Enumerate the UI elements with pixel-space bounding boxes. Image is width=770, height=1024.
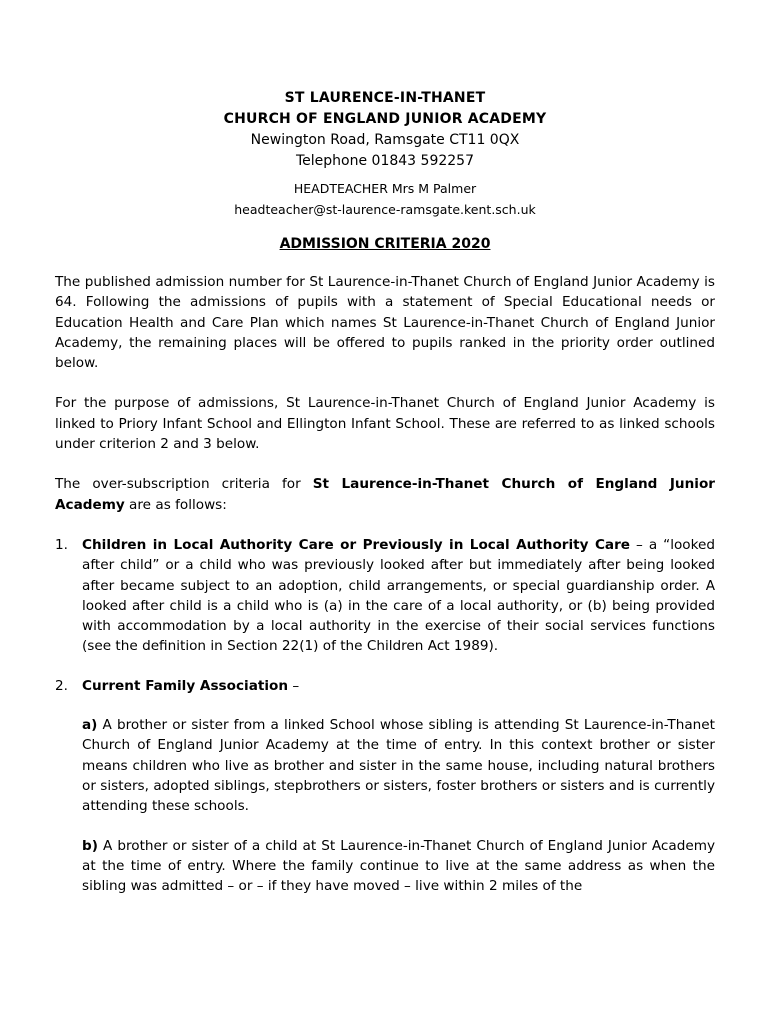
sub-text: A brother or sister from a linked School whose sibling is attending St Laurence-in-Thanet Church of England Junior Academy at the time of entry. In this context brother or sister means children who live as brother and sister in the same house, including natural brothers or sisters, adopted siblings, stepbrothers or sisters, foster brothers or sisters and is currently attending these schools.: [82, 717, 715, 815]
criterion-text: – a “looked after child” or a child who was previously looked after but immediately after being looked after became subject to an adoption, child arrangements, or special guardianship order. A looked after child is a child who is (a) in the care of a local authority, or (b) being provided with accommodation by a local authority in the exercise of their social services functions (see the definition in Section 22(1) of the Children Act 1989).: [82, 536, 715, 655]
letterhead: [55, 88, 715, 220]
sub-label: a): [82, 717, 98, 734]
criterion-2: [55, 676, 715, 696]
paragraph-criteria-intro: [55, 474, 715, 515]
headteacher-name: HEADTEACHER Mrs M Palmer: [293, 181, 477, 196]
criteria-intro-school: St Laurence-in-Thanet Church of England Junior Academy: [55, 476, 715, 513]
school-telephone: Telephone 01843 592257: [296, 153, 474, 169]
criterion-2a: [82, 715, 715, 816]
criterion-heading: Children in Local Authority Care or Previously in Local Authority Care: [82, 536, 631, 553]
criterion-2b: [82, 836, 715, 897]
sub-label: b): [82, 837, 98, 854]
criteria-list: [55, 535, 715, 896]
headteacher-email: headteacher@st-laurence-ramsgate.kent.sch.uk: [234, 202, 536, 217]
sub-text: A brother or sister of a child at St Laurence-in-Thanet Church of England Junior Academy at the time of entry. Where the family continue to live at the same address as when the sibling was admitted – or – if they have moved – live within 2 miles of the: [82, 837, 715, 895]
criterion-1: [55, 535, 715, 657]
school-address: Newington Road, Ramsgate CT11 0QX: [250, 132, 520, 148]
criterion-heading: Current Family Association: [82, 677, 289, 694]
criterion-number: 2.: [55, 677, 68, 694]
paragraph-admission-number: The published admission number for St Laurence-in-Thanet Church of England Junior Academy is 64. Following the admissions of pupils with a statement of Special Educational needs or Education Health and Care Plan which names St Laurence-in-Thanet Church of England Junior Academy, the remaining places will be offered to pupils ranked in the priority order outlined below.: [55, 274, 715, 372]
criterion-number: 1.: [55, 536, 68, 553]
criteria-intro-post: are as follows:: [124, 496, 227, 513]
document-page: [55, 88, 715, 896]
paragraph-linked-schools: For the purpose of admissions, St Laurence-in-Thanet Church of England Junior Academy is linked to Priory Infant School and Ellington Infant School. These are referred to as linked schools under criterion 2 and 3 below.: [55, 395, 715, 453]
document-title: ADMISSION CRITERIA 2020: [279, 236, 491, 252]
school-name-line-2: CHURCH OF ENGLAND JUNIOR ACADEMY: [223, 111, 547, 127]
school-name-line-1: ST LAURENCE-IN-THANET: [284, 90, 486, 106]
criterion-text: –: [288, 677, 300, 694]
criteria-intro-pre: The over-subscription criteria for: [55, 476, 313, 493]
